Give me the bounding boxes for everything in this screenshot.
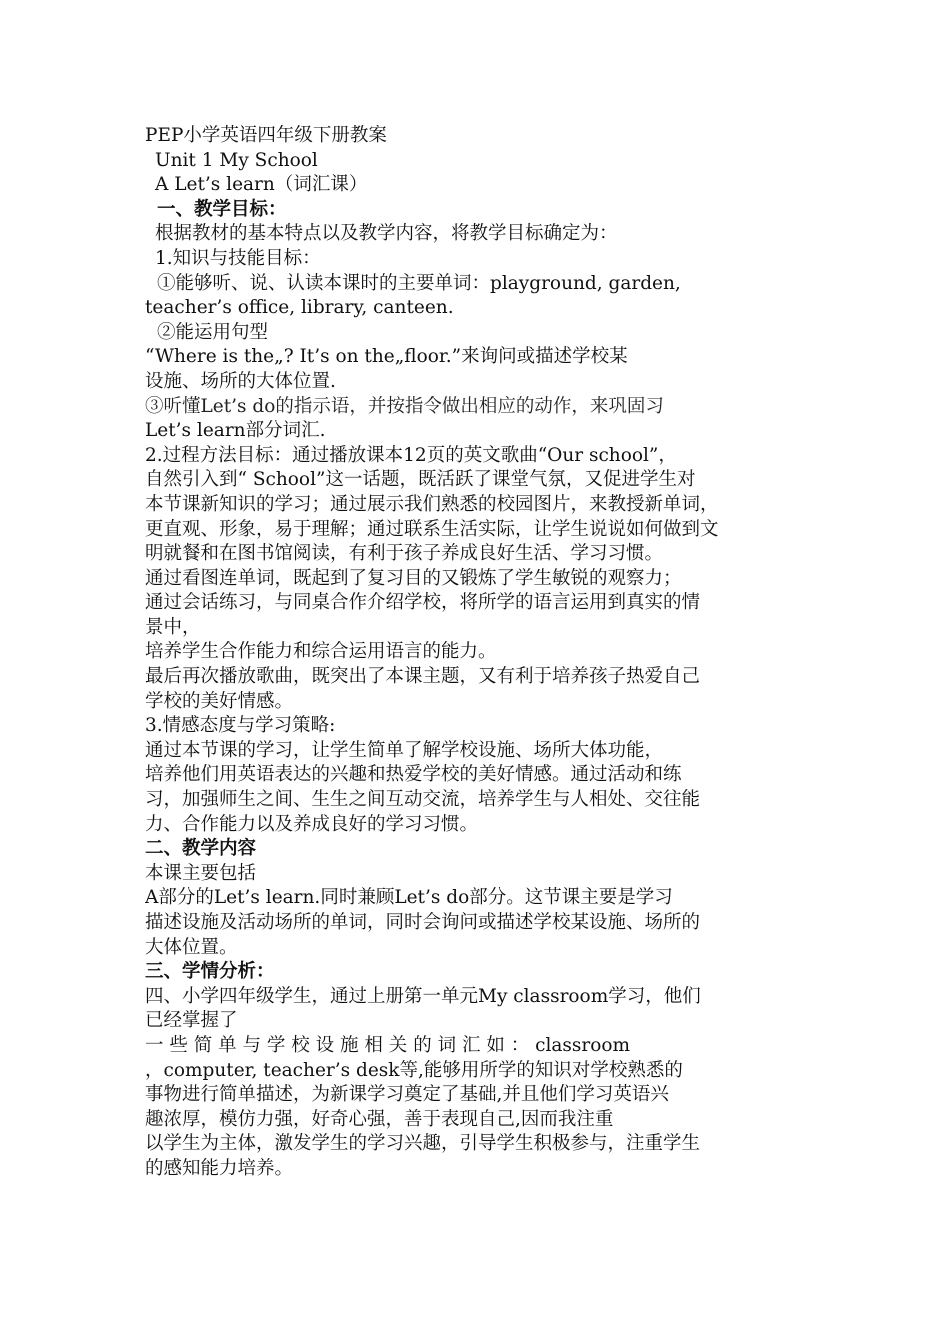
paragraph-goal1-c1: ③听懂Let’s do的指示语，并按指令做出相应的动作，来巩固习 <box>145 395 664 417</box>
paragraph-analysis-2: 已经掌握了 <box>145 1010 238 1032</box>
paragraph-goal3-2: 培养他们用英语表达的兴趣和热爱学校的美好情感。通过活动和练 <box>145 764 682 786</box>
paragraph-goal3-3: 习，加强师生之间、生生之间互动交流，培养学生与人相处、交往能 <box>145 789 701 811</box>
lesson-title: A Let’s learn（词汇课） <box>155 174 368 196</box>
paragraph-analysis-1: 四、小学四年级学生，通过上册第一单元My classroom学习，他们 <box>145 985 701 1007</box>
paragraph-content-2: A部分的Let’s learn.同时兼顾Let’s do部分。这节课主要是学习 <box>145 887 673 909</box>
paragraph-analysis-4: ，computer, teacher’s desk等,能够用所学的知识对学校熟悉的 <box>145 1059 683 1081</box>
unit-title: Unit 1 My School <box>155 149 318 171</box>
paragraph-analysis-7: 以学生为主体，激发学生的学习兴趣，引导学生积极参与，注重学生 <box>145 1133 701 1155</box>
paragraph-analysis-5: 事物进行简单描述，为新课学习奠定了基础,并且他们学习英语兴 <box>145 1084 669 1106</box>
heading-teaching-content: 二、教学内容 <box>145 838 257 860</box>
paragraph-goal2-7: 通过会话练习，与同桌合作介绍学校，将所学的语言运用到真实的情 <box>145 592 701 614</box>
paragraph-content-4: 大体位置。 <box>145 936 238 958</box>
paragraph-goal1-a2: teacher’s office, library, canteen. <box>145 297 454 319</box>
paragraph-goal1-c2: Let’s learn部分词汇. <box>145 420 326 442</box>
doc-title: PEP小学英语四年级下册教案 <box>145 125 387 146</box>
paragraph-goal3-1: 通过本节课的学习，让学生简单了解学校设施、场所大体功能， <box>145 739 664 761</box>
paragraph-goal2-2: 自然引入到“ School”这一话题，既活跃了课堂气氛，又促进学生对 <box>145 469 696 491</box>
paragraph-goal1-b: ②能运用句型 <box>157 321 269 343</box>
paragraph-goal2-11: 学校的美好情感。 <box>145 690 294 712</box>
paragraph-goal3: 3.情感态度与学习策略: <box>145 715 336 737</box>
paragraph-content-1: 本课主要包括 <box>145 862 257 884</box>
paragraph-goal1-a1: ①能够听、说、认读本课时的主要单词：playground, garden, <box>157 272 681 294</box>
paragraph-goal2-6: 通过看图连单词，既起到了复习目的又锻炼了学生敏锐的观察力； <box>145 567 682 589</box>
paragraph-goal2-1: 2.过程方法目标：通过播放课本12页的英文歌曲“Our school”， <box>145 444 677 466</box>
paragraph-goal1: 1.知识与技能目标： <box>155 247 321 269</box>
paragraph-intro: 根据教材的基本特点以及教学内容，将教学目标确定为： <box>155 223 618 245</box>
paragraph-content-3: 描述设施及活动场所的单词，同时会询问或描述学校某设施、场所的 <box>145 912 701 933</box>
paragraph-goal3-4: 力、合作能力以及养成良好的学习习惯。 <box>145 813 479 835</box>
paragraph-analysis-3: 一 些 简 单 与 学 校 设 施 相 关 的 词 汇 如 ： classroom <box>145 1034 631 1056</box>
paragraph-goal1-b3: 设施、场所的大体位置. <box>145 370 336 392</box>
paragraph-goal2-10: 最后再次播放歌曲，既突出了本课主题，又有利于培养孩子热爱自己 <box>145 666 701 688</box>
paragraph-goal1-b2: “Where is the„? It’s on the„floor.”来询问或描述学校某 <box>145 346 628 368</box>
document-page <box>145 124 813 1182</box>
paragraph-goal2-8: 景中， <box>145 616 201 638</box>
heading-student-analysis: 三、学情分析： <box>145 961 275 983</box>
paragraph-goal2-3: 本节课新知识的学习；通过展示我们熟悉的校园图片，来教授新单词， <box>145 493 719 515</box>
paragraph-analysis-8: 的感知能力培养。 <box>145 1157 294 1179</box>
heading-teaching-goals: 一、教学目标： <box>157 198 287 220</box>
paragraph-analysis-6: 趣浓厚，模仿力强，好奇心强，善于表现自己,因而我注重 <box>145 1108 614 1130</box>
paragraph-goal2-4: 更直观、形象，易于理解；通过联系生活实际，让学生说说如何做到文 <box>145 518 719 540</box>
paragraph-goal2-5: 明就餐和在图书馆阅读，有利于孩子养成良好生活、学习习惯。 <box>145 543 664 565</box>
paragraph-goal2-9: 培养学生合作能力和综合运用语言的能力。 <box>145 641 497 663</box>
